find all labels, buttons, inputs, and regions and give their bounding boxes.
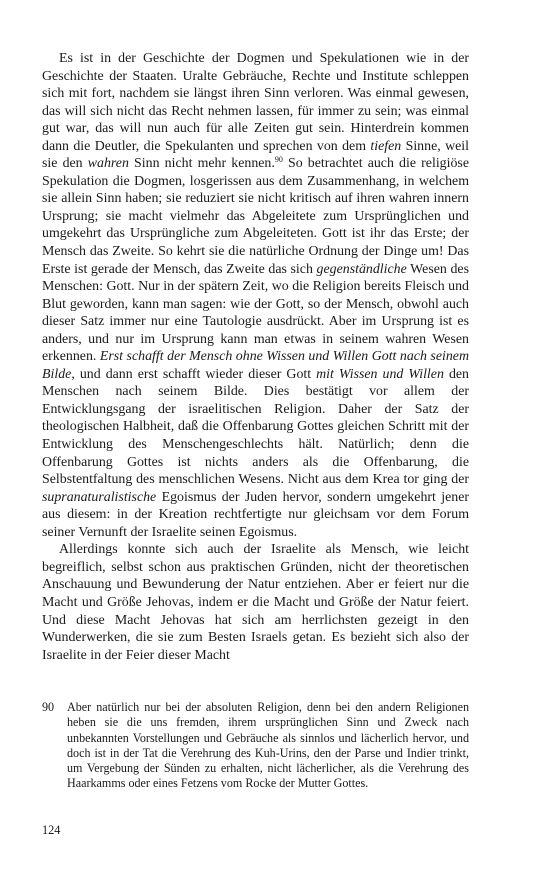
paragraph-2: Allerdings konnte sich auch der Israelite als Mensch, wie leicht begreiflich, selbst schon aus praktischen Gründen, nicht der theoretischen Anschauung und Bewunderung der Natur entziehen. Aber er feiert nur die Macht und Größe Jehovas, indem er die Macht und Größe der Natur feiert. Und diese Macht Jehovas hat sich am herrlichsten gezeigt in den Wunderwerken, die sie zum Besten Israels getan. Es bezieht sich also der Israelite in der Feier dieser Macht xyxy=(42,542,469,663)
text-run: Sinne, weil sie den xyxy=(42,138,469,172)
text-run: den Menschen nach seinem Bilde. Dies bestätigt vor allem der Entwicklungsgang der israelitischen Religion. Daher der Satz der theologischen Halbheit, daß die Offenbarung Gottes gleichen Schritt mit der Entwicklung des Menschengeschlechts hält. Natürlich; denn die Offenbarung Gottes ist nichts anders als die Offenbarung, die Selbstentfaltung des menschlichen Wesens. Nicht aus dem Krea tor ging der xyxy=(42,366,469,488)
text-run: Wesen des Menschen: Gott. Nur in der spätern Zeit, wo die Religion bereits Fleisch und Blut geworden, kann man sagen: wie der Gott, so der Mensch, obwohl auch dieser Satz immer nur eine Tautologie ausdrückt. Aber im Ursprung ist es anders, und nur im Ursprung kann man etwas in seinem wahren Wesen erkennen. xyxy=(42,261,470,365)
footnote-text: Aber natürlich nur bei der absoluten Religion, denn bei den andern Religionen heben sie die uns fremden, ihrem ursprünglichen Sinn und Zweck nach unbekannten Vorstellungen und Gebräuche als sinnlos und lächerlich hervor, und doch ist in der Tat die Verehrung des Kuh-Urins, den der Parse und Indier trinkt, um Vergebung der Sünden zu erhalten, nicht lächerlicher, als die Verehrung des Haarkamms oder eines Fetzens vom Rocke der Mutter Gottes. xyxy=(67,700,469,791)
footnote xyxy=(42,700,469,792)
text-run: Egoismus der Juden hervor, sondern umgekehrt jener aus diesem: in der Kreation rechtfertigte nur gleichsam vor dem Forum seiner Vernunft der Israelite seinen Egoismus. xyxy=(42,489,469,540)
footnote-number: 90 xyxy=(42,700,55,714)
page-number: 124 xyxy=(42,823,61,837)
text-run: Sinn nicht mehr kennen. xyxy=(128,156,275,172)
text-run: So betrachtet auch die religiöse Spekulation die Dogmen, losgerissen aus dem Zusammenhang, in welchem sie allein Sinn haben; sie reduziert sie nicht kritisch auf ihren wahren innern Ursprung; sie macht vielmehr das Abgeleitete zum Ursprünglichen und umgekehrt das Ursprüngliche zum Abgeleiteten. Gott ist ihr das Erste; der Mensch das Zweite. So kehrt sie die natürliche Ordnung der Dinge um! Das Erste ist gerade der Mensch, das Zweite das sich xyxy=(42,156,469,277)
paragraph-1 xyxy=(42,50,469,541)
main-text xyxy=(42,50,469,664)
italic-text: Erst schafft der Mensch ohne Wissen und Willen Gott nach seinem Bilde xyxy=(42,349,469,382)
italic-text: mit Wissen und Willen xyxy=(316,366,444,382)
italic-text: tiefen xyxy=(370,138,402,154)
text-run: Es ist in der Geschichte der Dogmen und Spekulationen wie in der Geschichte der Staaten. Uralte Gebräuche, Rechte und Institute schleppen sich mit fort, nachdem sie längst ihren Sinn verloren. Was einmal gewesen, das will sich nicht das Recht nehmen lassen, für immer zu sein; was einmal gut war, das will nun auch für alle Zeiten gut sein. Hinterdrein kommen dann die Deutler, die Spekulanten und sprechen von dem xyxy=(42,51,469,154)
italic-text: gegenständliche xyxy=(316,261,407,277)
italic-text: wahren xyxy=(87,156,129,172)
italic-text: supranaturalistische xyxy=(42,489,157,505)
text-run: , und dann erst schafft wieder dieser Gott xyxy=(71,366,317,382)
book-page xyxy=(42,50,469,664)
footnote-reference: 90 xyxy=(274,155,283,165)
